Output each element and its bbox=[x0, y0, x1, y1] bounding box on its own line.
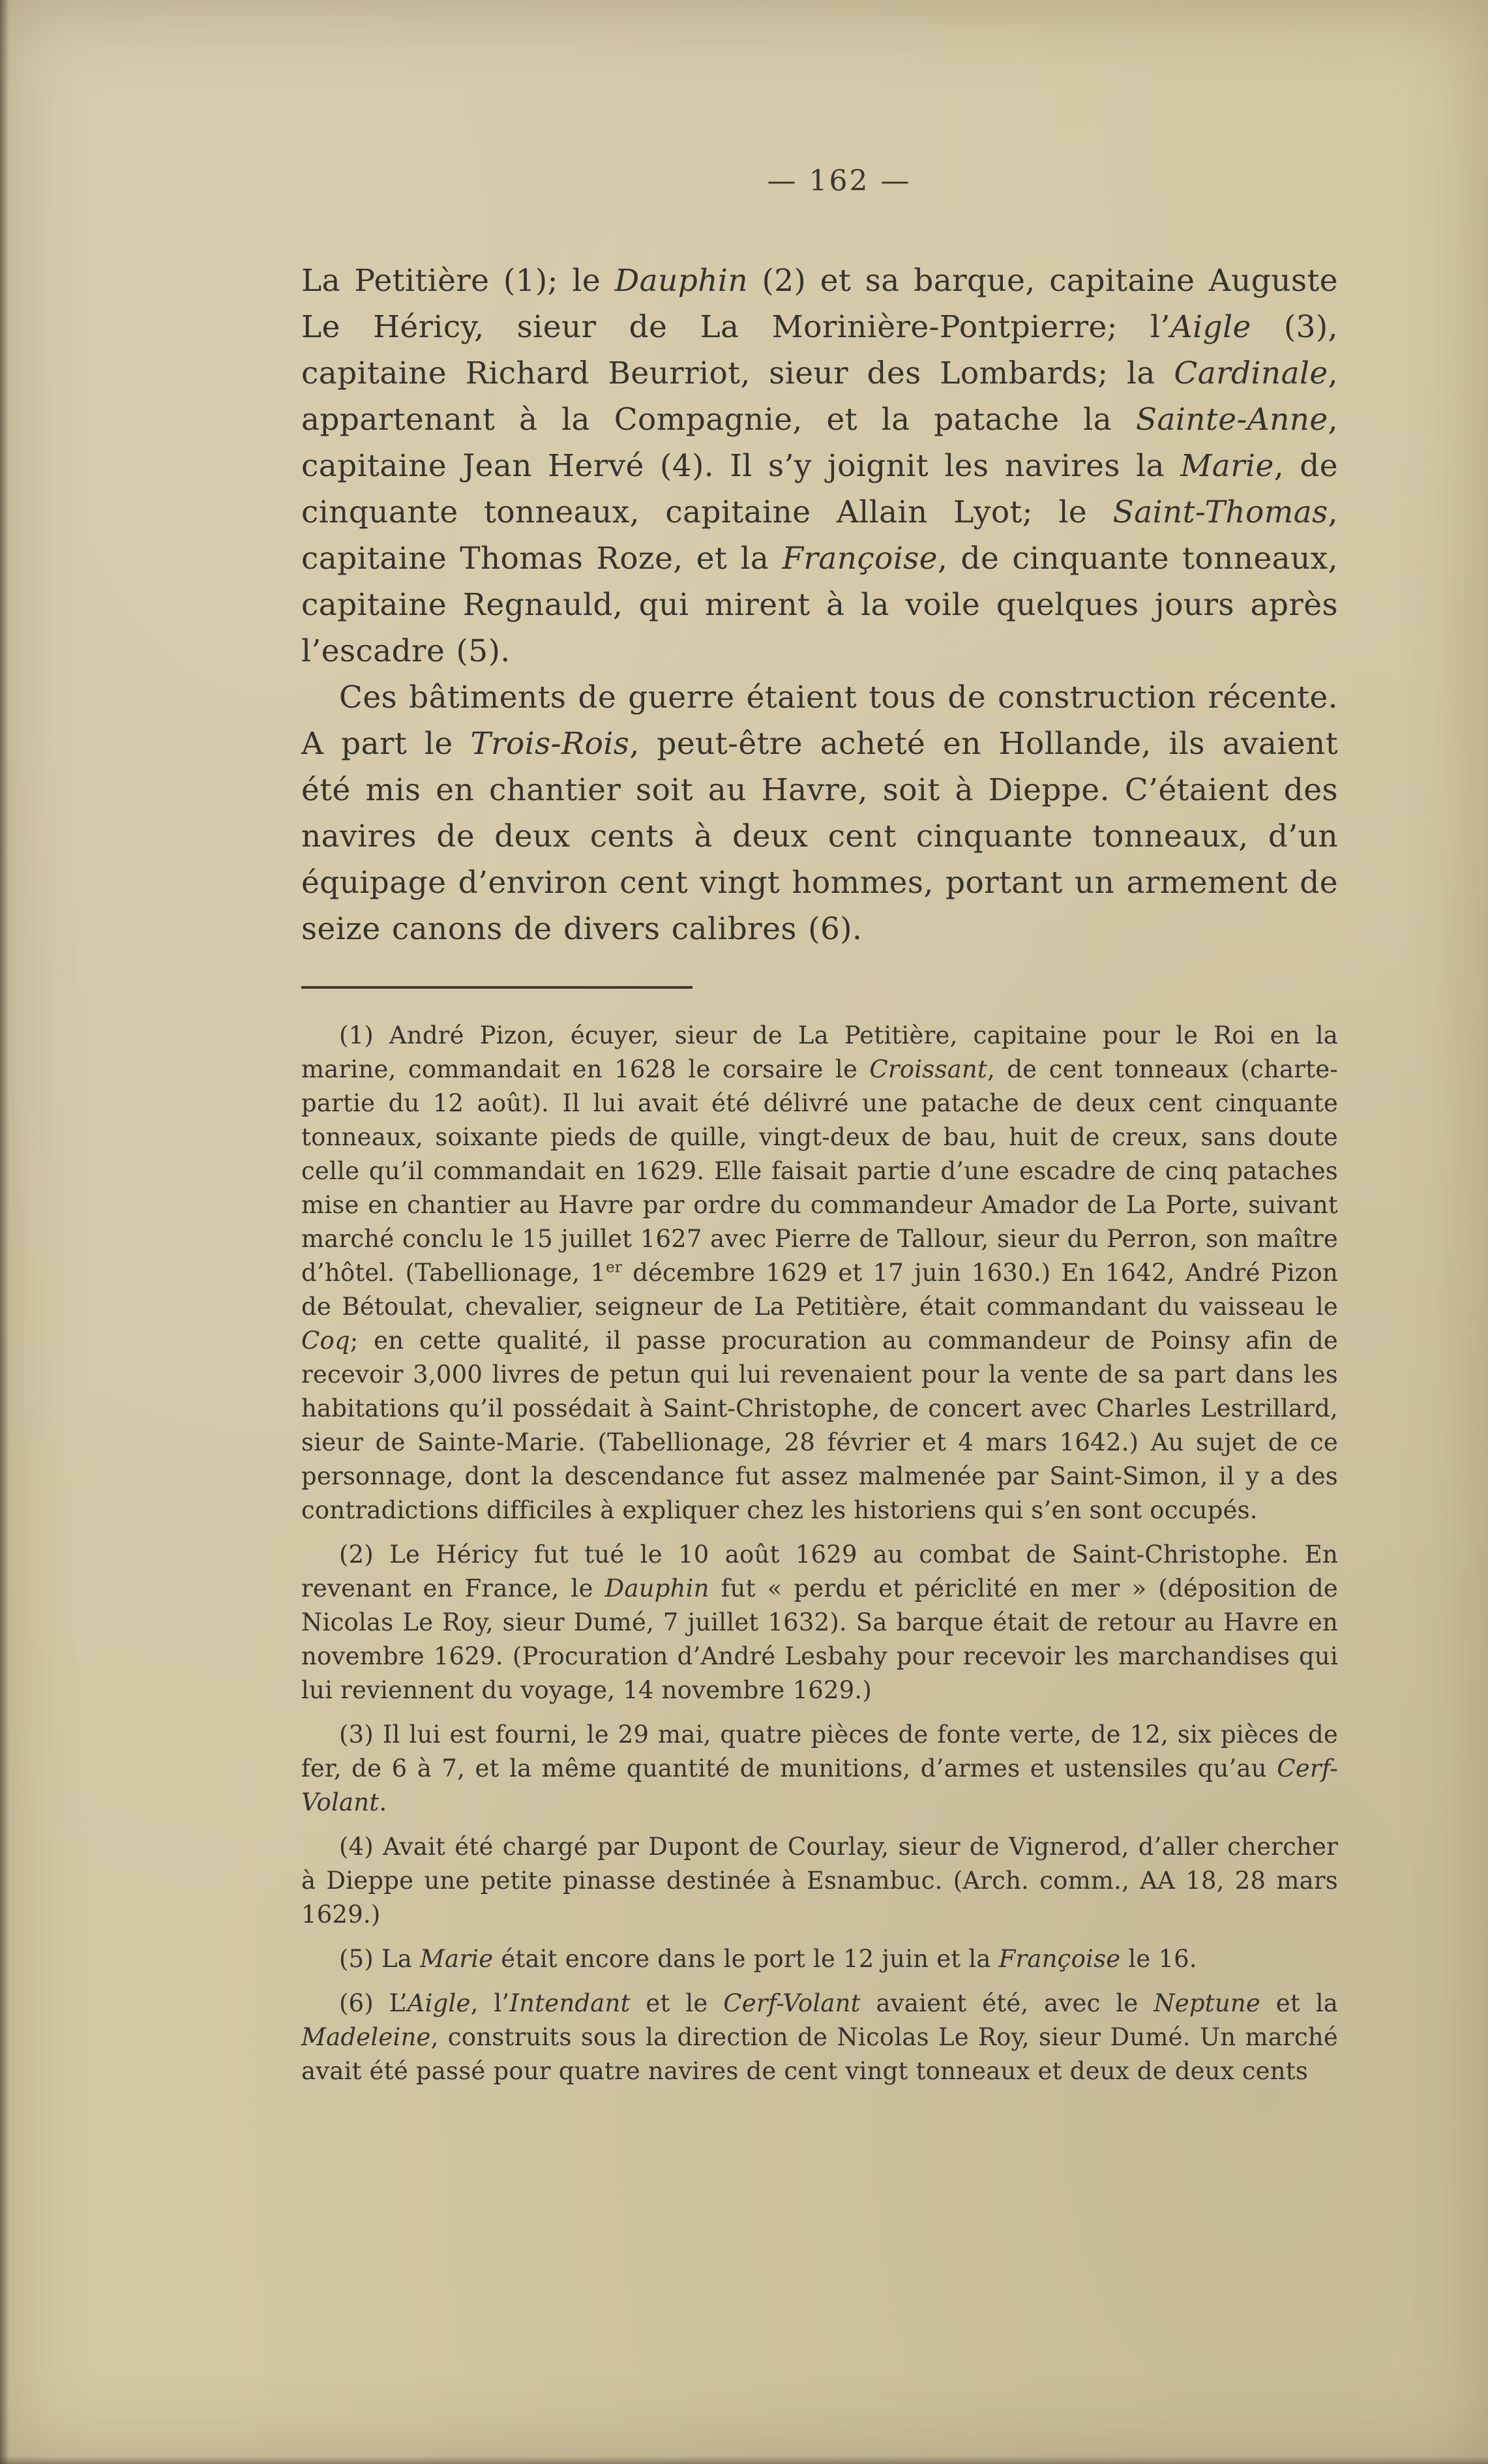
footnote-paragraph: (1) André Pizon, écuyer, sieur de La Petitière, capitaine pour le Roi en la marine, commandait en 1628 le corsaire le Croissant, de cent tonneaux (charte-partie du 12 août). Il lui avait été délivré une patache de deux cent cinquante tonneaux, soixante pieds de quille, vingt-deux de bau, huit de creux, sans doute celle qu’il commandait en 1629. Elle faisait partie d’une escadre de cinq pataches mise en chantier au Havre par ordre du commandeur Amador de La Porte, suivant marché conclu le 15 juillet 1627 avec Pierre de Tallour, sieur du Perron, son maître d’hôtel. (Tabellionage, 1er décembre 1629 et 17 juin 1630.) En 1642, André Pizon de Bétoulat, chevalier, seigneur de La Petitière, était commandant du vaisseau le Coq; en cette qualité, il passe procuration au commandeur de Poinsy afin de recevoir 3,000 livres de petun qui lui revenaient pour la vente de sa part dans les habitations qu’il possédait à Saint-Christophe, de concert avec Charles Lestrillard, sieur de Sainte-Marie. (Tabellionage, 28 février et 4 mars 1642.) Au sujet de ce personnage, dont la descendance fut assez malmenée par Saint-Simon, il y a des contradictions difficiles à expliquer chez les historiens qui s’en sont occupés. bbox=[301, 1021, 1338, 1524]
body-paragraph: Ces bâtiments de guerre étaient tous de construction récente. A part le Trois-Rois, peut-être acheté en Hollande, ils avaient été mis en chantier soit au Havre, soit à Dieppe. C’étaient des navires de deux cents à deux cent cinquante tonneaux, d’un équipage d’environ cent vingt hommes, portant un armement de seize canons de divers calibres (6). bbox=[301, 680, 1338, 947]
footnote-paragraph: (3) Il lui est fourni, le 29 mai, quatre pièces de fonte verte, de 12, six pièces de fer, de 6 à 7, et la même quantité de munitions, d’armes et ustensiles qu’au Cerf-Volant. bbox=[301, 1720, 1338, 1816]
footnote-divider bbox=[301, 986, 692, 989]
footnote-paragraph: (6) L’Aigle, l’Intendant et le Cerf-Volant avaient été, avec le Neptune et la Madeleine, construits sous la direction de Nicolas Le Roy, sieur Dumé. Un marché avait été passé pour quatre navires de cent vingt tonneaux et deux de deux cents bbox=[301, 1989, 1339, 2085]
body-paragraph: La Petitière (1); le Dauphin (2) et sa barque, capitaine Auguste Le Héricy, sieur de La Morinière-Pontpierre; l’Aigle (3), capitaine Richard Beurriot, sieur des Lombards; la Cardinale, appartenant à la Compagnie, et la patache la Sainte-Anne, capitaine Jean Hervé (4). Il s’y joignit les navires la Marie, de cinquante tonneaux, capitaine Allain Lyot; le Saint-Thomas, capitaine Thomas Roze, et la Françoise, de cinquante tonneaux, capitaine Regnauld, qui mirent à la voile quelques jours après l’escadre (5). bbox=[301, 263, 1338, 669]
footnote-paragraph: (5) La Marie était encore dans le port le 12 juin et la Françoise le 16. bbox=[339, 1945, 1197, 1973]
footnotes bbox=[301, 1019, 1338, 2088]
footnote-paragraph: (4) Avait été chargé par Dupont de Courlay, sieur de Vignerod, d’aller chercher à Dieppe une petite pinasse destinée à Esnambuc. (Arch. comm., AA 18, 28 mars 1629.) bbox=[301, 1833, 1338, 1929]
body-text bbox=[301, 258, 1338, 952]
footnote-paragraph: (2) Le Héricy fut tué le 10 août 1629 au combat de Saint-Christophe. En revenant en France, le Dauphin fut « perdu et périclité en mer » (déposition de Nicolas Le Roy, sieur Dumé, 7 juillet 1632). Sa barque était de retour au Havre en novembre 1629. (Procuration d’André Lesbahy pour recevoir les marchandises qui lui reviennent du voyage, 14 novembre 1629.) bbox=[301, 1540, 1338, 1704]
text-block bbox=[301, 164, 1338, 2088]
page-number: — 162 — bbox=[767, 164, 912, 198]
